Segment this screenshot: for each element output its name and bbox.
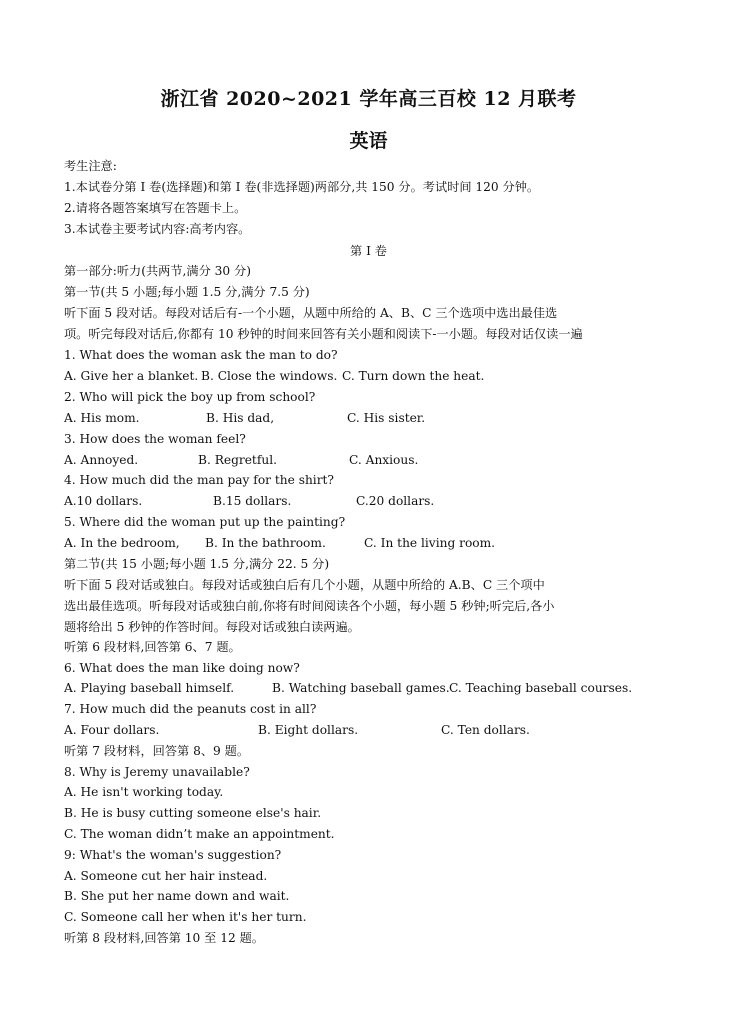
question-1-option-c: C. Turn down the heat. <box>342 369 485 383</box>
question-4-option-b: B.15 dollars. <box>213 494 292 508</box>
question-8-option-a: A. He isn't working today. <box>64 785 224 799</box>
question-6-option-a: A. Playing baseball himself. <box>64 681 235 695</box>
question-6-option-b: B. Watching baseball games. <box>272 681 450 695</box>
part1-heading: 第一部分:听力(共两节,满分 30 分) <box>64 264 251 278</box>
notice-item-1: 1.本试卷分第 I 卷(选择题)和第 I 卷(非选择题)两部分,共 150 分。考试时间 120 分钟。 <box>64 180 540 194</box>
question-8: 8. Why is Jeremy unavailable? <box>64 765 250 779</box>
question-9-option-a: A. Someone cut her hair instead. <box>64 869 268 883</box>
question-2: 2. Who will pick the boy up from school? <box>64 390 316 404</box>
question-6-option-c: C. Teaching baseball courses. <box>449 681 633 695</box>
question-9-option-c: C. Someone call her when it's her turn. <box>64 910 307 924</box>
question-5-option-a: A. In the bedroom, <box>64 536 180 550</box>
question-8-option-c: C. The woman didn’t make an appointment. <box>64 827 335 841</box>
section1-instruction-2: 项。听完每段对话后,你都有 10 秒钟的时间来回答有关小题和阅读下-一小题。每段对话仅读一遍 <box>64 327 583 341</box>
question-5: 5. Where did the woman put up the painting? <box>64 515 346 529</box>
question-5-option-b: B. In the bathroom. <box>205 536 326 550</box>
section2-instruction-3: 题将给出 5 秒钟的作答时间。每段对话或独白读两遍。 <box>64 620 360 634</box>
question-4-option-a: A.10 dollars. <box>64 494 143 508</box>
question-7: 7. How much did the peanuts cost in all? <box>64 702 317 716</box>
question-1-option-b: B. Close the windows. <box>201 369 338 383</box>
question-9: 9: What's the woman's suggestion? <box>64 848 282 862</box>
material-6-heading: 听第 6 段材料,回答第 6、7 题。 <box>64 640 241 654</box>
question-3-option-c: C. Anxious. <box>349 453 419 467</box>
exam-subject: 英语 <box>349 130 388 152</box>
question-1-option-a: A. Give her a blanket. <box>64 369 199 383</box>
question-3: 3. How does the woman feel? <box>64 432 246 446</box>
section1-instruction-1: 听下面 5 段对话。每段对话后有-一个小题，从题中所给的 A、B、C 三个选项中选出最佳选 <box>64 306 558 320</box>
section2-instruction-2: 选出最佳选项。听每段对话或独白前,你将有时间阅读各个小题，每小题 5 秒钟;听完后,各小 <box>64 599 555 613</box>
question-4-option-c: C.20 dollars. <box>356 494 435 508</box>
question-2-option-a: A. His mom. <box>64 411 140 425</box>
volume-label: 第 I 卷 <box>350 244 387 258</box>
question-3-option-b: B. Regretful. <box>198 453 277 467</box>
section2-heading: 第二节(共 15 小题;每小题 1.5 分,满分 22. 5 分) <box>64 557 330 571</box>
notice-heading: 考生注意: <box>64 159 117 173</box>
material-7-heading: 听第 7 段材料，回答第 8、9 题。 <box>64 744 250 758</box>
question-7-option-b: B. Eight dollars. <box>258 723 359 737</box>
section1-heading: 第一节(共 5 小题;每小题 1.5 分,满分 7.5 分) <box>64 285 310 299</box>
material-8-heading: 听第 8 段材料,回答第 10 至 12 题。 <box>64 931 264 945</box>
question-6: 6. What does the man like doing now? <box>64 661 300 675</box>
notice-item-2: 2.请将各题答案填写在答题卡上。 <box>64 201 247 215</box>
section2-instruction-1: 听下面 5 段对话或独白。每段对话或独白后有几个小题，从题中所给的 A.B、C 三个项中 <box>64 578 545 592</box>
question-7-option-a: A. Four dollars. <box>64 723 160 737</box>
question-5-option-c: C. In the living room. <box>364 536 496 550</box>
question-4: 4. How much did the man pay for the shirt? <box>64 473 334 487</box>
question-2-option-b: B. His dad, <box>206 411 275 425</box>
question-9-option-b: B. She put her name down and wait. <box>64 889 290 903</box>
question-2-option-c: C. His sister. <box>347 411 426 425</box>
question-3-option-a: A. Annoyed. <box>64 453 139 467</box>
notice-item-3: 3.本试卷主要考试内容:高考内容。 <box>64 222 251 236</box>
question-7-option-c: C. Ten dollars. <box>441 723 530 737</box>
question-1: 1. What does the woman ask the man to do? <box>64 348 338 362</box>
question-8-option-b: B. He is busy cutting someone else's hair. <box>64 806 322 820</box>
exam-title: 浙江省 2020~2021 学年高三百校 12 月联考 <box>160 88 577 110</box>
